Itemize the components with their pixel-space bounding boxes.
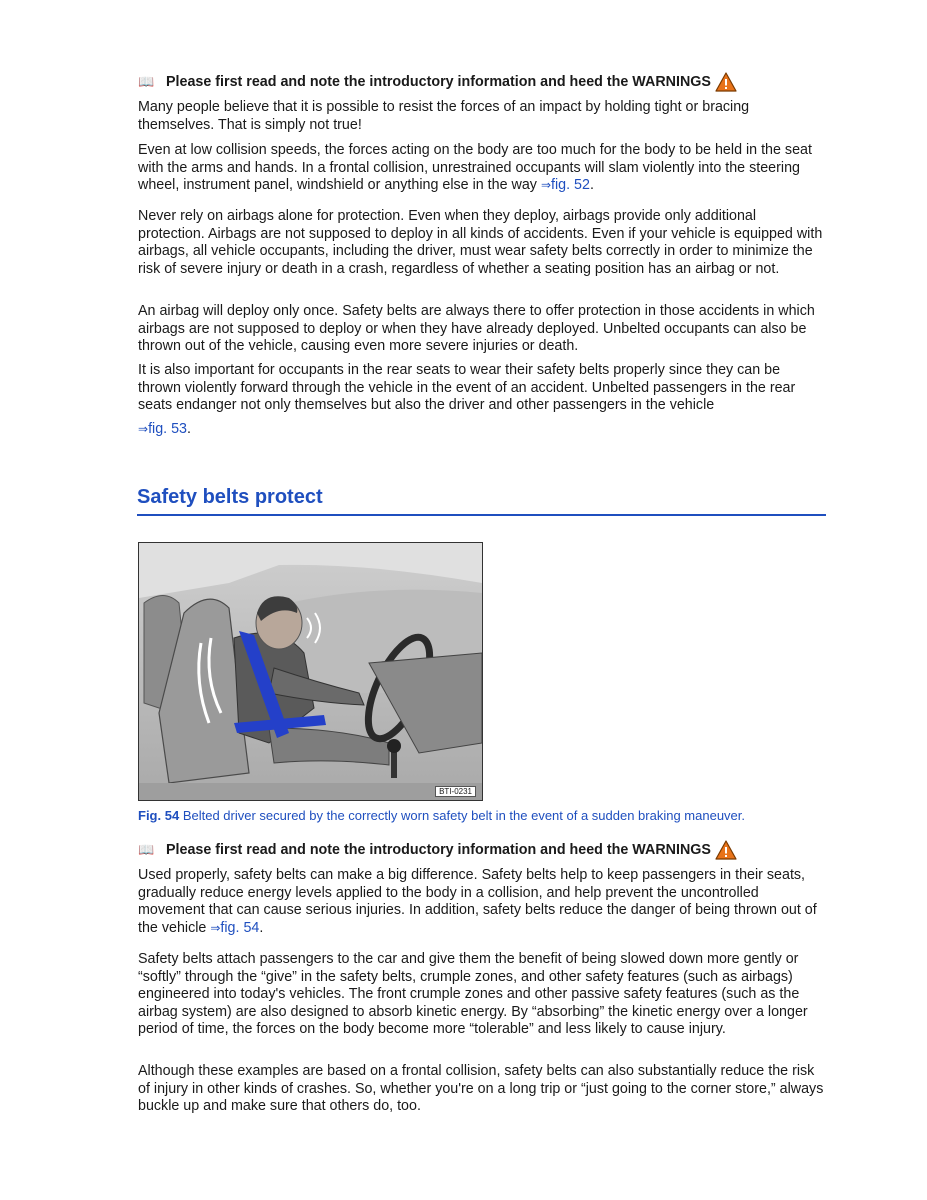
belts-paragraph-1: Used properly, safety belts can make a big difference. Safety belts help to keep passengers in their seats, gradually reduce energy levels applied to the body in a collision, and help prevent the uncontrolled movement that can cause serious injuries. In addition, safety belts reduce the danger of being thrown out of the vehicle ⇒fig. 54. — [138, 867, 817, 936]
intro-paragraph-2: Even at low collision speeds, the forces acting on the body are too much for the body to be held in the seat with the arms and hands. In a frontal collision, unrestrained occupants will slam violently into the steering wheel, instrument panel, windshield or anything else in the way ⇒fig. 52. — [138, 142, 812, 193]
fig-54-link[interactable]: fig. 54 — [220, 919, 260, 936]
book-icon: 📖 — [138, 74, 155, 89]
intro-paragraph-5: It is also important for occupants in the rear seats to wear their safety belts properly since they can be thrown violently forward through the vehicle in the event of an accident. Unbelted passengers in the rear seats endanger not only themselves but also the driver and other passengers in the vehicle ⇒fig. 53. — [138, 362, 796, 437]
section-title: Safety belts protect — [137, 486, 826, 516]
intro-paragraph-1: Many people believe that it is possible to resist the forces of an impact by holding tight or bracing themselves. That is simply not true! — [138, 99, 750, 133]
warning-triangle-icon — [715, 72, 737, 92]
fig-52-link[interactable]: fig. 52 — [551, 177, 590, 193]
intro-heading-text: Please first read and note the introductory information and heed the WARNINGS — [166, 74, 711, 90]
figure-caption — [138, 808, 745, 823]
intro-warning-heading — [138, 72, 826, 92]
intro-paragraph-3: Never rely on airbags alone for protection. Even when they deploy, airbags provide only additional protection. Airbags are not supposed to deploy in all kinds of accidents. Even if your vehicle is equipped with airbags, all vehicle occupants, including the driver, must wear safety belts correctly in order to minimize the risk of severe injury or death in a crash, regardless of whether a seating position has an airbag or not. — [138, 208, 823, 277]
belts-warning-heading — [138, 840, 826, 860]
belts-heading-text: Please first read and note the introductory information and heed the WARNINGS — [166, 842, 711, 858]
fig-53-link[interactable]: fig. 53 — [148, 420, 188, 437]
intro-paragraph-4: An airbag will deploy only once. Safety belts are always there to offer protection in those accidents in which airbags are not supposed to deploy or when they have already deployed. Unbelted occupants can also be thrown out of the vehicle, causing even more severe injuries or death. — [138, 303, 815, 354]
belts-paragraph-3: Although these examples are based on a frontal collision, safety belts can also substantially reduce the risk of injury in other kinds of crashes. So, whether you're on a long trip or “just going to the corner store,” always buckle up and make sure that others do, too. — [138, 1063, 824, 1114]
book-icon: 📖 — [138, 842, 155, 857]
caption-label: Fig. 54 — [138, 808, 180, 823]
figure-code: BTI-0231 — [435, 786, 476, 797]
caption-text: Belted driver secured by the correctly worn safety belt in the event of a sudden braking maneuver. — [182, 808, 746, 823]
warning-triangle-icon — [715, 840, 737, 860]
belts-paragraph-2: Safety belts attach passengers to the car and give them the benefit of being slowed down more gently or “softly” through the “give” in the safety belts, crumple zones, and other safety features (such as airbags) engineered into today's vehicles. The front crumple zones and other passive safety features (such as the airbag system) are also designed to absorb kinetic energy. By “absorbing” the kinetic energy over a longer period of time, the forces on the body become more “tolerable” and less likely to cause injury. — [138, 951, 808, 1037]
figure-54-illustration — [138, 542, 483, 801]
belted-driver-illustration — [139, 543, 482, 800]
